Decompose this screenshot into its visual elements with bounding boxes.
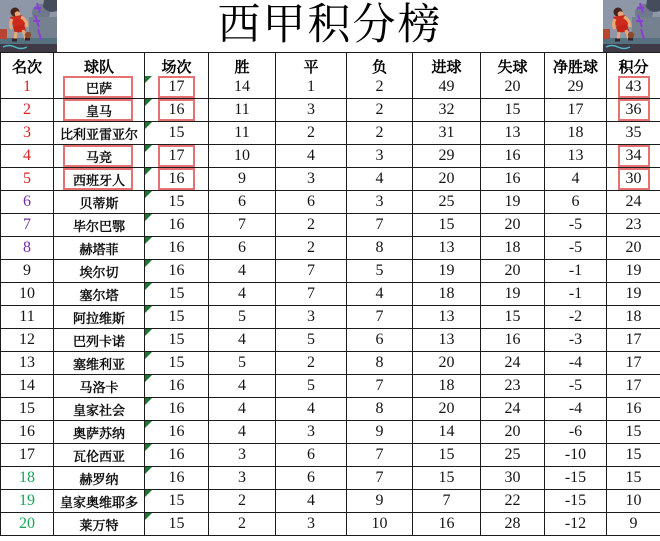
stat-cell: 20: [413, 168, 481, 191]
stat-cell: 4: [209, 283, 276, 306]
column-header: 失球: [481, 53, 545, 80]
page-title: 西甲积分榜: [217, 2, 443, 49]
stat-cell: 15: [145, 191, 209, 214]
stat-cell: 5: [276, 375, 347, 398]
stat-cell: 7: [413, 490, 481, 513]
stat-cell: 17: [607, 352, 660, 375]
stat-cell: 18: [545, 122, 607, 145]
stat-cell: 9: [607, 513, 660, 536]
stat-cell: 1: [276, 76, 347, 99]
stat-cell: -10: [545, 444, 607, 467]
team-cell: 皇马: [54, 99, 145, 122]
stat-cell: 15: [607, 421, 660, 444]
stat-cell: 7: [276, 260, 347, 283]
stat-cell: 16: [413, 513, 481, 536]
stat-cell: 15: [481, 306, 545, 329]
stat-cell: 7: [347, 467, 413, 490]
stat-cell: 6: [276, 191, 347, 214]
rank-cell: 13: [1, 352, 54, 375]
stat-cell: 9: [209, 168, 276, 191]
stat-cell: 10: [607, 490, 660, 513]
stat-cell: 13: [481, 122, 545, 145]
stat-cell: 3: [209, 467, 276, 490]
stat-cell: 20: [481, 214, 545, 237]
team-cell: 比利亚雷亚尔: [54, 122, 145, 145]
title-bar: [0, 0, 660, 52]
stat-cell: 17: [607, 375, 660, 398]
stat-cell: -1: [545, 260, 607, 283]
stat-cell: 24: [607, 191, 660, 214]
stat-cell: 4: [276, 490, 347, 513]
stat-cell: 4: [276, 145, 347, 168]
stat-cell: 35: [607, 122, 660, 145]
stat-cell: 32: [413, 99, 481, 122]
stat-cell: 6: [545, 191, 607, 214]
stat-cell: 15: [145, 122, 209, 145]
player-artwork-left-icon: [0, 0, 57, 52]
stat-cell: 14: [413, 421, 481, 444]
stat-cell: 9: [347, 490, 413, 513]
stat-cell: 10: [209, 145, 276, 168]
column-header: 积分: [607, 53, 660, 80]
stat-cell: 2: [209, 490, 276, 513]
stat-cell: 8: [347, 237, 413, 260]
team-cell: 埃尔切: [54, 260, 145, 283]
stat-cell: 2: [209, 513, 276, 536]
stat-cell: 16: [145, 168, 209, 191]
stat-cell: 3: [347, 145, 413, 168]
stat-cell: 15: [145, 306, 209, 329]
stat-cell: 2: [276, 122, 347, 145]
stat-cell: 15: [413, 444, 481, 467]
team-cell: 赫罗纳: [54, 467, 145, 490]
column-header: 球队: [54, 53, 145, 80]
stat-cell: 19: [607, 260, 660, 283]
stat-cell: 20: [607, 237, 660, 260]
stat-cell: 7: [347, 375, 413, 398]
stat-cell: 2: [347, 122, 413, 145]
standings-grid: [0, 52, 660, 536]
stat-cell: 30: [607, 168, 660, 191]
stat-cell: -15: [545, 467, 607, 490]
stat-cell: 6: [347, 329, 413, 352]
rank-cell: 19: [1, 490, 54, 513]
stat-cell: 4: [347, 168, 413, 191]
stat-cell: 36: [607, 99, 660, 122]
stat-cell: -1: [545, 283, 607, 306]
stat-cell: 16: [145, 260, 209, 283]
stat-cell: 14: [209, 76, 276, 99]
column-header: 净胜球: [545, 53, 607, 80]
stat-cell: 16: [481, 168, 545, 191]
stat-cell: 16: [145, 214, 209, 237]
stat-cell: 13: [413, 306, 481, 329]
stat-cell: 16: [481, 329, 545, 352]
stat-cell: 8: [347, 398, 413, 421]
stat-cell: -2: [545, 306, 607, 329]
stat-cell: 19: [481, 283, 545, 306]
stat-cell: 20: [481, 421, 545, 444]
stat-cell: 5: [347, 260, 413, 283]
rank-cell: 18: [1, 467, 54, 490]
column-header: 负: [347, 53, 413, 80]
stat-cell: 24: [481, 352, 545, 375]
stat-cell: 29: [413, 145, 481, 168]
stat-cell: 7: [276, 283, 347, 306]
stat-cell: 4: [209, 260, 276, 283]
stat-cell: 16: [607, 398, 660, 421]
stat-cell: 31: [413, 122, 481, 145]
stat-cell: 7: [347, 214, 413, 237]
rank-cell: 2: [1, 99, 54, 122]
stat-cell: 7: [209, 214, 276, 237]
stat-cell: 16: [145, 237, 209, 260]
stat-cell: 19: [413, 260, 481, 283]
stat-cell: 9: [347, 421, 413, 444]
stat-cell: 30: [481, 467, 545, 490]
stat-cell: 28: [481, 513, 545, 536]
stat-cell: 25: [481, 444, 545, 467]
rank-cell: 17: [1, 444, 54, 467]
team-cell: 赫塔菲: [54, 237, 145, 260]
stat-cell: 6: [209, 191, 276, 214]
stat-cell: 4: [209, 329, 276, 352]
stat-cell: 20: [413, 398, 481, 421]
team-cell: 皇家奥维耶多: [54, 490, 145, 513]
stat-cell: 6: [276, 444, 347, 467]
stat-cell: 5: [209, 352, 276, 375]
rank-cell: 3: [1, 122, 54, 145]
stat-cell: 15: [145, 490, 209, 513]
team-cell: 毕尔巴鄂: [54, 214, 145, 237]
team-cell: 奥萨苏纳: [54, 421, 145, 444]
stat-cell: 15: [413, 467, 481, 490]
team-cell: 塞维利亚: [54, 352, 145, 375]
stat-cell: 43: [607, 76, 660, 99]
stat-cell: 3: [276, 513, 347, 536]
rank-cell: 16: [1, 421, 54, 444]
stat-cell: -5: [545, 375, 607, 398]
stat-cell: 11: [209, 122, 276, 145]
rank-cell: 9: [1, 260, 54, 283]
rank-cell: 1: [1, 76, 54, 99]
rank-cell: 14: [1, 375, 54, 398]
team-cell: 莱万特: [54, 513, 145, 536]
stat-cell: 15: [413, 214, 481, 237]
stat-cell: 10: [347, 513, 413, 536]
column-header: 进球: [413, 53, 481, 80]
stat-cell: 3: [209, 444, 276, 467]
stat-cell: 16: [481, 145, 545, 168]
stat-cell: 3: [276, 99, 347, 122]
stat-cell: 2: [276, 214, 347, 237]
rank-cell: 20: [1, 513, 54, 536]
rank-cell: 4: [1, 145, 54, 168]
stat-cell: 11: [209, 99, 276, 122]
stat-cell: 2: [347, 99, 413, 122]
column-header: 名次: [1, 53, 54, 80]
stat-cell: 15: [607, 467, 660, 490]
rank-cell: 15: [1, 398, 54, 421]
rank-cell: 11: [1, 306, 54, 329]
stat-cell: 29: [545, 76, 607, 99]
rank-cell: 8: [1, 237, 54, 260]
stat-cell: 5: [276, 329, 347, 352]
column-header: 平: [276, 53, 347, 80]
stat-cell: -12: [545, 513, 607, 536]
stat-cell: 23: [607, 214, 660, 237]
stat-cell: 18: [413, 283, 481, 306]
stat-cell: 23: [481, 375, 545, 398]
stat-cell: 8: [347, 352, 413, 375]
stat-cell: 20: [413, 352, 481, 375]
team-cell: 西班牙人: [54, 168, 145, 191]
stat-cell: 20: [481, 260, 545, 283]
stat-cell: 2: [276, 352, 347, 375]
column-header: 场次: [145, 53, 209, 80]
team-cell: 阿拉维斯: [54, 306, 145, 329]
stat-cell: 16: [145, 398, 209, 421]
rank-cell: 6: [1, 191, 54, 214]
rank-cell: 10: [1, 283, 54, 306]
stat-cell: 17: [545, 99, 607, 122]
stat-cell: 17: [145, 76, 209, 99]
stat-cell: 13: [413, 237, 481, 260]
stat-cell: 2: [347, 76, 413, 99]
stat-cell: -4: [545, 398, 607, 421]
stat-cell: 15: [481, 99, 545, 122]
stat-cell: 6: [276, 467, 347, 490]
team-cell: 瓦伦西亚: [54, 444, 145, 467]
stat-cell: 25: [413, 191, 481, 214]
stat-cell: 3: [276, 168, 347, 191]
stat-cell: 17: [607, 329, 660, 352]
stat-cell: 16: [145, 421, 209, 444]
rank-cell: 12: [1, 329, 54, 352]
stat-cell: 18: [413, 375, 481, 398]
stat-cell: 19: [607, 283, 660, 306]
rank-cell: 5: [1, 168, 54, 191]
stat-cell: 4: [545, 168, 607, 191]
stat-cell: 5: [209, 306, 276, 329]
stat-cell: 7: [347, 444, 413, 467]
stat-cell: 15: [145, 283, 209, 306]
stat-cell: 22: [481, 490, 545, 513]
stat-cell: 18: [481, 237, 545, 260]
stat-cell: 19: [481, 191, 545, 214]
stat-cell: -15: [545, 490, 607, 513]
stat-cell: 18: [607, 306, 660, 329]
stat-cell: 34: [607, 145, 660, 168]
stat-cell: -5: [545, 237, 607, 260]
team-cell: 皇家社会: [54, 398, 145, 421]
stat-cell: -4: [545, 352, 607, 375]
column-header: 胜: [209, 53, 276, 80]
stat-cell: -5: [545, 214, 607, 237]
stat-cell: 6: [209, 237, 276, 260]
stat-cell: 3: [276, 421, 347, 444]
stat-cell: 15: [145, 513, 209, 536]
team-cell: 马洛卡: [54, 375, 145, 398]
stat-cell: 20: [481, 76, 545, 99]
stat-cell: 4: [276, 398, 347, 421]
rank-cell: 7: [1, 214, 54, 237]
stat-cell: 16: [145, 444, 209, 467]
stat-cell: 49: [413, 76, 481, 99]
stat-cell: 4: [209, 421, 276, 444]
stat-cell: 16: [145, 375, 209, 398]
player-artwork-right-icon: [603, 0, 660, 52]
team-cell: 马竞: [54, 145, 145, 168]
stat-cell: 16: [145, 99, 209, 122]
stat-cell: 13: [545, 145, 607, 168]
stat-cell: 3: [347, 191, 413, 214]
stat-cell: 15: [145, 352, 209, 375]
stat-cell: -3: [545, 329, 607, 352]
stat-cell: 7: [347, 306, 413, 329]
stat-cell: 24: [481, 398, 545, 421]
stat-cell: 2: [276, 237, 347, 260]
team-cell: 巴列卡诺: [54, 329, 145, 352]
stat-cell: 15: [607, 444, 660, 467]
stat-cell: 15: [145, 329, 209, 352]
stat-cell: 4: [209, 398, 276, 421]
stat-cell: 17: [145, 145, 209, 168]
team-cell: 贝蒂斯: [54, 191, 145, 214]
team-cell: 塞尔塔: [54, 283, 145, 306]
stat-cell: 3: [276, 306, 347, 329]
stat-cell: 4: [347, 283, 413, 306]
stat-cell: 16: [145, 467, 209, 490]
stat-cell: 4: [209, 375, 276, 398]
team-cell: 巴萨: [54, 76, 145, 99]
stat-cell: -6: [545, 421, 607, 444]
stat-cell: 13: [413, 329, 481, 352]
